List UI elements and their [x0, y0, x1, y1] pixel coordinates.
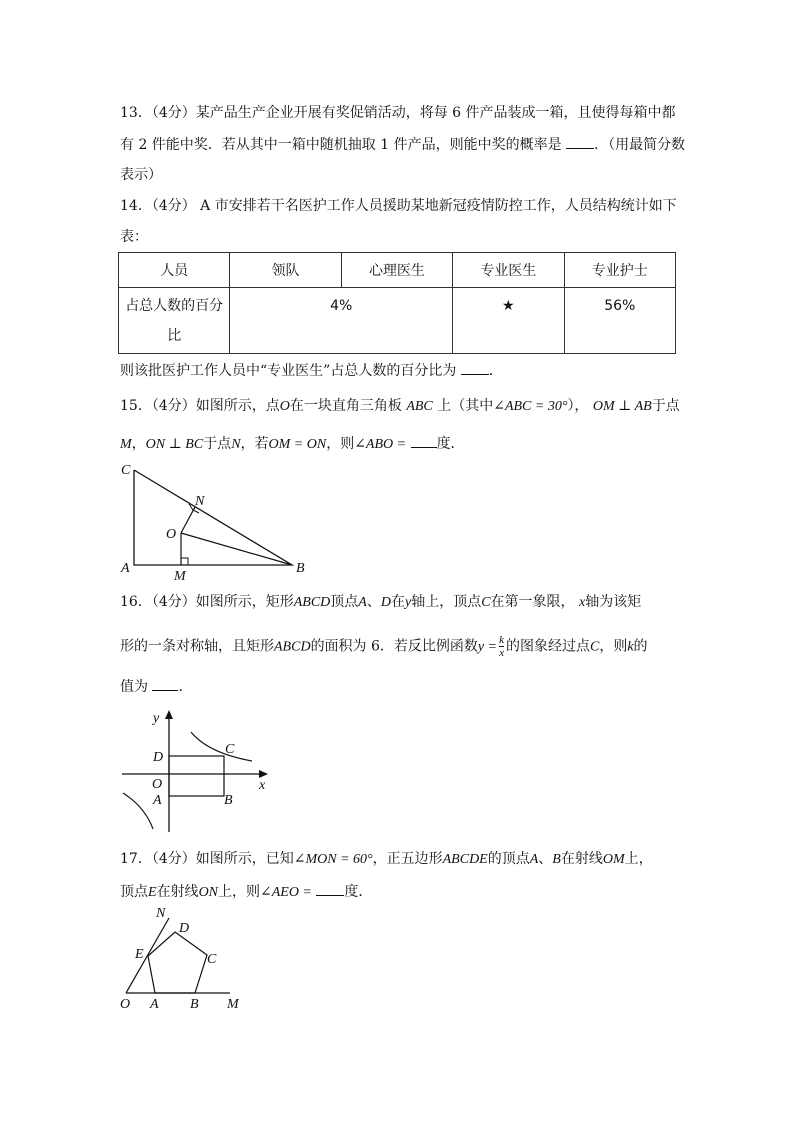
table-row-label: 占总人数的百分 比	[119, 288, 230, 354]
label-n: N	[156, 906, 166, 921]
table-header-cell: 专业护士	[564, 253, 676, 288]
q14-after-text: 则该批医护工作人员中“专业医生”占总人数的百分比为	[120, 363, 457, 379]
fraction-k-over-x: $\frac{k}{x}$	[499, 634, 504, 659]
label-a: A	[153, 793, 162, 808]
label-b: B	[190, 997, 199, 1012]
ray-on	[126, 918, 169, 993]
q13-text-2b: ．（用最简分数	[594, 137, 686, 153]
label-c: C	[121, 463, 131, 478]
table-header-cell: 专业医生	[453, 253, 564, 288]
label-c: C	[225, 742, 235, 757]
q15-line-1: 15．（4分）如图所示，点O在一块直角三角板 ABC 上（其中∠ABC = 30°）， OM ⊥ AB于点	[120, 398, 680, 414]
table-cell-nurse: 56%	[564, 288, 676, 354]
label-b: B	[224, 793, 233, 808]
q17-line-2: 顶点E在射线ON上，则∠AEO = 度．	[120, 881, 372, 903]
label-d: D	[179, 921, 190, 936]
label-b: B	[296, 561, 305, 576]
q14-text-1: 14．（4分） A 市安排若干名医护工作人员援助某地新冠疫情防控工作，人员结构统计如下	[120, 198, 677, 214]
label-m: M	[174, 569, 186, 584]
q15-line-2: M，ON ⊥ BC于点N，若OM = ON，则∠ABO = 度．	[120, 433, 465, 455]
pentagon-abcde	[148, 932, 207, 993]
table-cell-merged: 4%	[230, 288, 453, 354]
label-a: A	[121, 561, 130, 576]
q16-line-3: 值为 ．	[120, 676, 192, 697]
table-cell-star: ★	[453, 288, 564, 354]
label-a: A	[150, 997, 159, 1012]
label-n: N	[195, 494, 205, 509]
q14-after-line: 则该批医护工作人员中“专业医生”占总人数的百分比为 ．	[120, 360, 503, 381]
q13-text-3: 表示）	[120, 167, 162, 183]
table-header-cell: 人员	[119, 253, 230, 288]
q16-line-2: 形的一条对称轴，且矩形ABCD的面积为 6．若反比例函数y = $\frac{k}{x}$ 的图象经过点C，则k的	[120, 634, 648, 659]
q13-text-1: 13．（4分）某产品生产企业开展有奖促销活动，将每 6 件产品装成一箱，且使得每箱中都	[120, 105, 676, 121]
q16-line-1: 16．（4分）如图所示，矩形ABCD顶点A、D在y轴上，顶点C在第一象限， x轴为该矩	[120, 594, 642, 610]
q13-text-2a: 有 2 件能中奖．若从其中一箱中随机抽取 1 件产品，则能中奖的概率是	[120, 137, 562, 153]
label-m: M	[227, 997, 239, 1012]
label-y: y	[153, 711, 160, 726]
q17-line-1: 17．（4分）如图所示，已知∠MON = 60°，正五边形ABCDE的顶点A、B在射线OM上，	[120, 851, 653, 867]
label-c: C	[207, 952, 217, 967]
label-o: O	[120, 997, 131, 1012]
label-e: E	[135, 947, 144, 962]
q14-text-2: 表：	[120, 229, 148, 245]
label-o: O	[152, 777, 163, 792]
label-o: O	[166, 527, 177, 542]
table-header-cell: 心理医生	[341, 253, 452, 288]
label-x: x	[259, 778, 266, 793]
label-d: D	[153, 750, 164, 765]
table-header-cell: 领队	[230, 253, 341, 288]
